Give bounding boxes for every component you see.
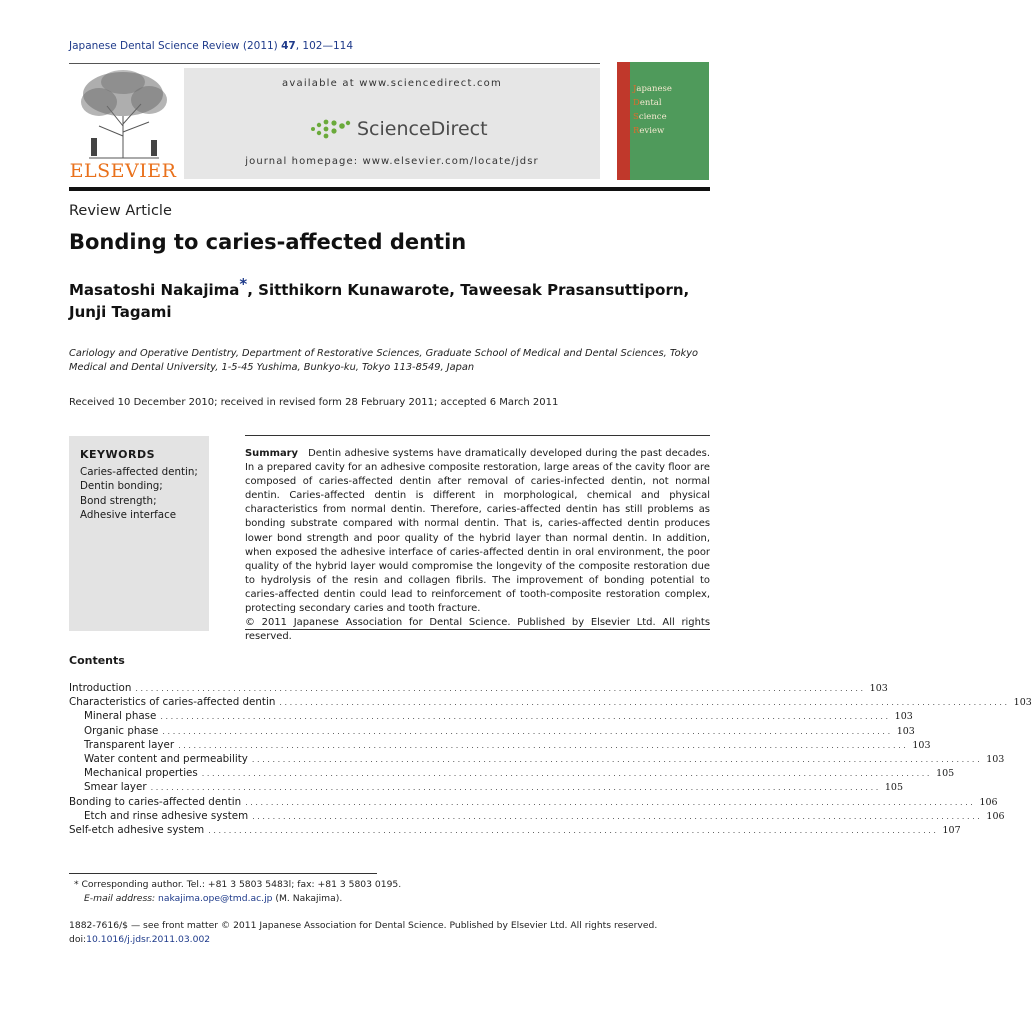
elsevier-wordmark: ELSEVIER <box>69 160 177 182</box>
cover-title-line: Review <box>633 126 665 136</box>
first-author: Masatoshi Nakajima <box>69 281 240 299</box>
keyword-item: Adhesive interface <box>80 508 177 521</box>
journal-homepage-text[interactable]: journal homepage: www.elsevier.com/locate/jdsr <box>245 156 539 167</box>
toc-entry-organic-phase[interactable]: Organic phase .............................................................................................................................................. 103 <box>84 724 915 737</box>
sciencedirect-panel <box>184 68 600 179</box>
doi-link[interactable]: 10.1016/j.jdsr.2011.03.002 <box>86 934 211 945</box>
toc-entry-characteristics[interactable]: Characteristics of caries-affected dentin .............................................................................................................................................. 103 <box>69 696 1032 709</box>
keyword-item: Dentin bonding; <box>80 480 163 493</box>
elsevier-logo <box>69 66 177 182</box>
received-dates: Received 10 December 2010; received in revised form 28 February 2011; accepted 6 March 2011 <box>69 397 559 408</box>
author-list <box>69 275 709 323</box>
toc-entry-mineral-phase[interactable]: Mineral phase .............................................................................................................................................. 103 <box>84 710 913 723</box>
doi-line <box>69 934 210 945</box>
table-of-contents <box>69 682 1032 838</box>
cover-title-line: Japanese <box>633 84 672 94</box>
keyword-item: Caries-affected dentin; <box>80 466 198 478</box>
corresponding-author-note: * Corresponding author. Tel.: +81 3 5803 5483l; fax: +81 3 5803 0195. <box>74 879 402 890</box>
toc-entry-bonding[interactable]: Bonding to caries-affected dentin .............................................................................................................................................. 106 <box>69 795 998 808</box>
sciencedirect-dots-icon <box>309 117 351 141</box>
header-top-rule <box>69 63 600 64</box>
email-owner: (M. Nakajima). <box>272 893 343 904</box>
toc-entry-water-content[interactable]: Water content and permeability .............................................................................................................................................. 103 <box>84 752 1005 765</box>
summary-top-rule <box>245 435 710 436</box>
summary-bottom-rule <box>245 629 710 630</box>
article-type: Review Article <box>69 203 172 219</box>
keywords-box <box>69 436 209 631</box>
toc-entry-introduction[interactable]: Introduction .............................................................................................................................................. 103 <box>69 682 888 694</box>
contents-heading: Contents <box>69 654 125 667</box>
keyword-item: Bond strength; <box>80 494 157 507</box>
corresponding-author-link[interactable]: * <box>239 275 248 293</box>
footnote-rule <box>69 873 377 874</box>
email-link[interactable]: nakajima.ope@tmd.ac.jp <box>158 893 273 904</box>
cover-title-line: Dental <box>633 98 662 108</box>
email-note <box>84 893 342 904</box>
toc-entry-mechanical-properties[interactable]: Mechanical properties .............................................................................................................................................. 105 <box>84 767 955 780</box>
sciencedirect-logo[interactable] <box>309 114 488 144</box>
keywords-heading: KEYWORDS <box>80 448 156 461</box>
doi-label: doi: <box>69 934 87 945</box>
elsevier-tree-icon <box>69 66 177 162</box>
summary-abstract <box>245 447 710 644</box>
toc-entry-etch-and-rinse[interactable]: Etch and rinse adhesive system .............................................................................................................................................. 106 <box>84 809 1005 822</box>
sciencedirect-logo-text: ScienceDirect <box>357 118 488 140</box>
other-authors: , Sitthikorn Kunawarote, Taweesak Prasansuttiporn, Junji Tagami <box>69 281 690 321</box>
available-at-text[interactable]: available at www.sciencedirect.com <box>282 78 502 89</box>
summary-copyright: © 2011 Japanese Association for Dental Science. Published by Elsevier Ltd. All rights reserved. <box>245 617 710 643</box>
cover-red-stripe <box>617 62 630 180</box>
keywords-list <box>80 465 198 522</box>
summary-label: Summary <box>245 448 299 459</box>
cover-title-line: Science <box>633 112 667 122</box>
toc-entry-smear-layer[interactable]: Smear layer .............................................................................................................................................. 105 <box>84 781 904 794</box>
journal-ref-prefix: Japanese Dental Science Review (2011) <box>69 40 282 52</box>
journal-ref-pages: , 102—114 <box>295 40 354 52</box>
affiliation: Cariology and Operative Dentistry, Department of Restorative Sciences, Graduate School of Medical and Dental Sciences, Tokyo Medical and Dental University, 1-5-45 Yushima, Bunkyo-ku, Tokyo 113-8549, Japan <box>69 348 699 373</box>
journal-reference[interactable] <box>69 40 353 52</box>
journal-cover-image <box>617 62 709 180</box>
summary-text: Dentin adhesive systems have dramatically developed during the past decades. In a prepared cavity for an adhesive composite restoration, large areas of the cavity floor are composed of caries-affected dentin after removal of caries-infected dentin, not normal dentin. Caries-affected dentin is different in morphological, chemical and physical characteristics from normal dentin. Therefore, caries-affected dentin has still problems as bonding substrate compared with normal dentin. That is, caries-affected dentin produces lower bond strength and poor quality of the hybrid layer than normal dentin. In addition, when exposed the adhesive interface of caries-affected dentin in oral environment, the poor quality of the hybrid layer would compromise the longevity of the composite restoration due to hydrolysis of the resin and collagen fibrils. The improvement of bonding potential to caries-affected dentin could lead to reinforcement of tooth-composite restoration complex, protecting secondary caries and tooth fracture. <box>245 448 710 615</box>
cover-title <box>633 82 672 138</box>
email-label: E-mail address: <box>84 893 159 904</box>
article-title: Bonding to caries-affected dentin <box>69 230 467 254</box>
toc-entry-transparent-layer[interactable]: Transparent layer .............................................................................................................................................. 103 <box>84 738 931 751</box>
toc-entry-self-etch[interactable]: Self-etch adhesive system .............................................................................................................................................. 107 <box>69 823 961 836</box>
header-thick-rule <box>69 187 710 191</box>
issn-copyright: 1882-7616/$ — see front matter © 2011 Japanese Association for Dental Science. Published by Elsevier Ltd. All rights reserved. <box>69 920 658 931</box>
journal-ref-volume: 47 <box>281 40 296 52</box>
